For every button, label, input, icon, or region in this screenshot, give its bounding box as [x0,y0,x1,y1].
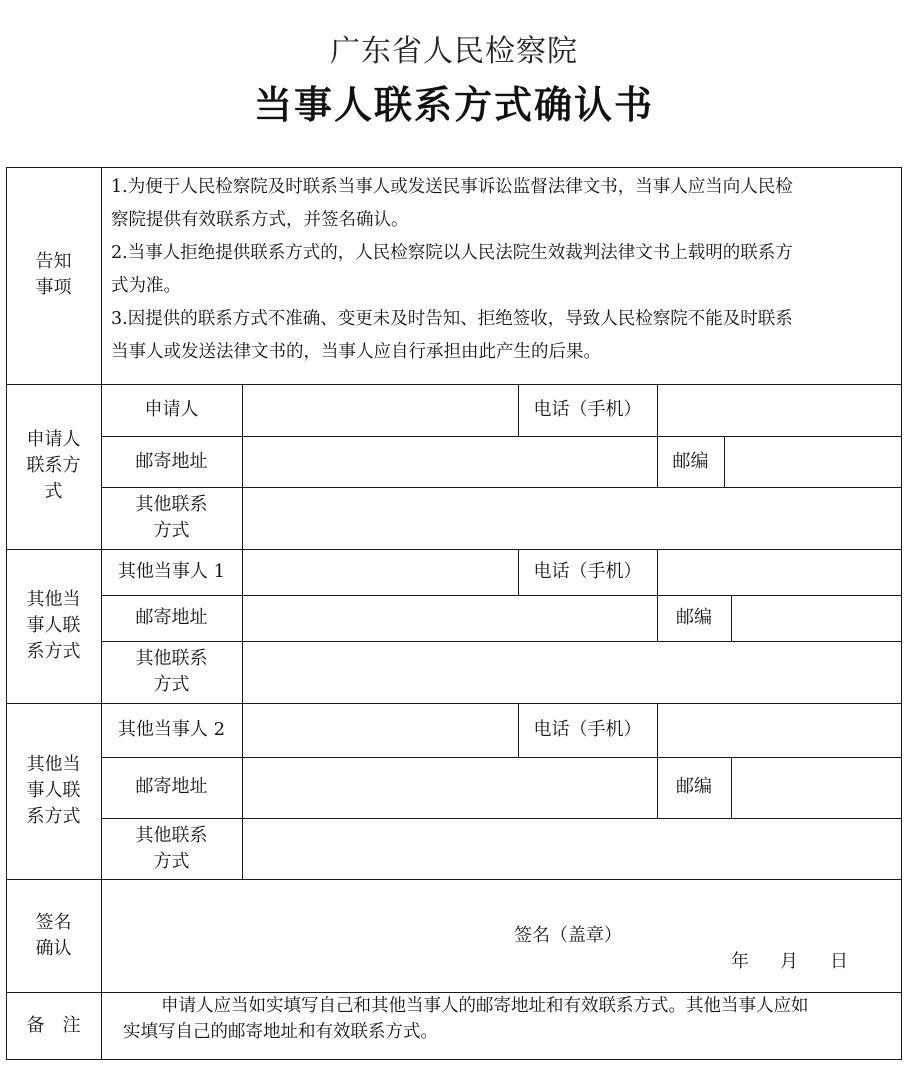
party2-other-contact-label: 其他联系 方式 [135,825,208,872]
party1-postcode-label: 邮编 [676,607,712,628]
party1-address-field[interactable] [243,595,657,641]
table-border-right [901,167,902,1060]
party2-section-label: 其他当 事人联 系方式 [26,754,81,827]
applicant-address-field[interactable] [243,436,657,487]
applicant-postcode-label: 邮编 [672,451,709,472]
signature-section-label: 签名 确认 [35,912,72,959]
party1-phone-field[interactable] [658,549,901,595]
party1-name-label: 其他当事人 1 [117,561,226,582]
notice-label: 告知 事项 [35,251,72,298]
party2-name-label: 其他当事人 2 [117,719,226,740]
party1-phone-label: 电话（手机） [533,561,642,582]
applicant-phone-field[interactable] [658,384,901,436]
applicant-other-contact-field[interactable] [243,487,901,549]
party2-name-field[interactable] [243,703,518,757]
signature-year-label: 年 [731,951,749,972]
applicant-name-field[interactable] [243,384,518,436]
party2-phone-field[interactable] [658,703,901,757]
applicant-phone-label: 电话（手机） [533,399,642,420]
signature-month-label: 月 [780,951,798,972]
party2-address-field[interactable] [243,757,657,818]
document-title: 当事人联系方式确认书 [253,82,654,127]
party1-section-label: 其他当 事人联 系方式 [26,589,81,662]
party1-name-field[interactable] [243,549,518,595]
applicant-address-label: 邮寄地址 [135,451,208,472]
confirmation-form-table [6,167,902,1060]
signature-seal-label: 签名（盖章） [514,925,622,946]
institution-name: 广东省人民检察院 [330,34,578,69]
table-border-top [6,167,902,168]
party1-other-contact-label: 其他联系 方式 [135,648,208,695]
remarks-label: 备 注 [26,1015,81,1036]
applicant-other-contact-label: 其他联系 方式 [135,494,208,541]
notice-text: 1.为便于人民检察院及时联系当事人或发送民事诉讼监督法律文书，当事人应当向人民检 察院提供有效联系方式，并签名确认。 2.当事人拒绝提供联系方式的，人民检察院以人民法院生效裁判法律文书上载明的联系方 式为准。 3.因提供的联系方式不准确、变更未及时告知、拒绝签收，导致人民检察院不能及时联系 当事人或发送法律文书的，当事人应自行承担由此产生的后果。 [111,177,793,362]
party1-address-label: 邮寄地址 [135,607,208,628]
party2-other-contact-field[interactable] [243,818,901,879]
party2-phone-label: 电话（手机） [533,719,642,740]
applicant-section-label: 申请人 联系方 式 [26,429,81,502]
table-border-bottom [6,1059,902,1060]
party2-address-label: 邮寄地址 [135,776,208,797]
signature-area[interactable] [102,880,901,992]
applicant-postcode-field[interactable] [725,436,901,487]
applicant-name-label: 申请人 [144,399,199,420]
party2-postcode-field[interactable] [732,757,901,818]
party1-other-contact-field[interactable] [243,641,901,703]
remarks-text: 申请人应当如实填写自己和其他当事人的邮寄地址和有效联系方式。其他当事人应如 实填写自己的邮寄地址和有效联系方式。 [123,996,809,1042]
signature-day-label: 日 [830,951,848,972]
party2-postcode-label: 邮编 [676,776,712,797]
party1-postcode-field[interactable] [732,595,901,641]
